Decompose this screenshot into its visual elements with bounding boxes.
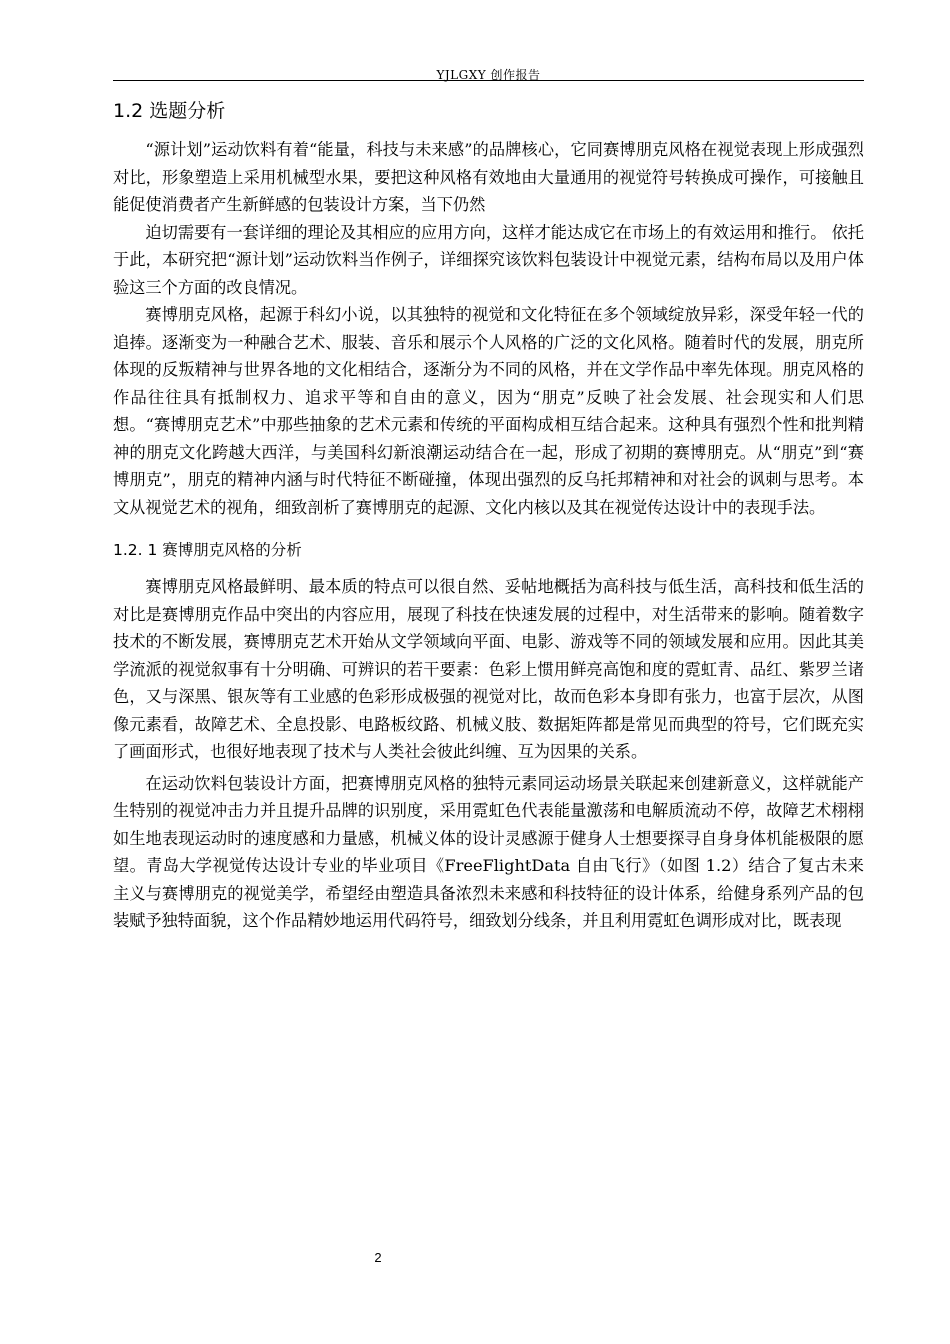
- running-header: YJLGXY 创作报告: [436, 68, 541, 82]
- page-content: [113, 96, 864, 935]
- header-rule: [113, 80, 864, 81]
- body-paragraph: 赛博朋克风格，起源于科幻小说，以其独特的视觉和文化特征在多个领域绽放异彩，深受年轻一代的追捧。逐渐变为一种融合艺术、服装、音乐和展示个人风格的广泛的文化风格。随着时代的发展，朋克所体现的反叛精神与世界各地的文化相结合，逐渐分为不同的风格，并在文学作品中率先体现。朋克风格的作品往往具有抵制权力、追求平等和自由的意义，因为“朋克”反映了社会发展、社会现实和人们思想。“赛博朋克艺术”中那些抽象的艺术元素和传统的平面构成相互结合起来。这种具有强烈个性和批判精神的朋克文化跨越大西洋，与美国科幻新浪潮运动结合在一起，形成了初期的赛博朋克。从“朋克”到“赛博朋克”，朋克的精神内涵与时代特征不断碰撞，体现出强烈的反乌托邦精神和对社会的讽刺与思考。本文从视觉艺术的视角，细致剖析了赛博朋克的起源、文化内核以及其在视觉传达设计中的表现手法。: [113, 305, 864, 517]
- body-paragraph: “源计划”运动饮料有着“能量，科技与未来感”的品牌核心，它同赛博朋克风格在视觉表现上形成强烈对比，形象塑造上采用机械型水果，要把这种风格有效地由大量通用的视觉符号转换成可操作，可接触且能促使消费者产生新鲜感的包装设计方案，当下仍然: [113, 140, 864, 214]
- body-paragraph: 赛博朋克风格最鲜明、最本质的特点可以很自然、妥帖地概括为高科技与低生活，高科技和低生活的对比是赛博朋克作品中突出的内容应用，展现了科技在快速发展的过程中，对生活带来的影响。随着数字技术的不断发展，赛博朋克艺术开始从文学领域向平面、电影、游戏等不同的领域发展和应用。因此其美学流派的视觉叙事有十分明确、可辨识的若干要素：色彩上惯用鲜亮高饱和度的霓虹青、品红、紫罗兰诸色，又与深黑、银灰等有工业感的色彩形成极强的视觉对比，故而色彩本身即有张力，也富于层次，从图像元素看，故障艺术、全息投影、电路板纹路、机械义肢、数据矩阵都是常见而典型的符号，它们既充实了画面形式，也很好地表现了技术与人类社会彼此纠缠、互为因果的关系。: [113, 577, 864, 761]
- body-paragraph: 迫切需要有一套详细的理论及其相应的应用方向，这样才能达成它在市场上的有效运用和推行。 依托于此，本研究把“源计划”运动饮料当作例子，详细探究该饮料包装设计中视觉元素，结构布局以及用户体验这三个方面的改良情况。: [113, 222, 864, 297]
- section-heading: 1.2 选题分析: [113, 100, 226, 122]
- subsection-heading: 1.2. 1 赛博朋克风格的分析: [113, 541, 302, 559]
- body-paragraph: 在运动饮料包装设计方面，把赛博朋克风格的独特元素同运动场景关联起来创建新意义，这样就能产生特别的视觉冲击力并且提升品牌的识别度，采用霓虹色代表能量激荡和电解质流动不停，故障艺术栩栩如生地表现运动时的速度感和力量感，机械义体的设计灵感源于健身人士想要探寻自身身体机能极限的愿望。青岛大学视觉传达设计专业的毕业项目《FreeFlightData 自由飞行》（如图 1.2）结合了复古未来主义与赛博朋克的视觉美学，希望经由塑造具备浓烈未来感和科技特征的设计体系，给健身系列产品的包装赋予独特面貌，这个作品精妙地运用代码符号，细致划分线条，并且利用霓虹色调形成对比，既表现: [113, 773, 864, 930]
- page-number: 2: [374, 1250, 382, 1265]
